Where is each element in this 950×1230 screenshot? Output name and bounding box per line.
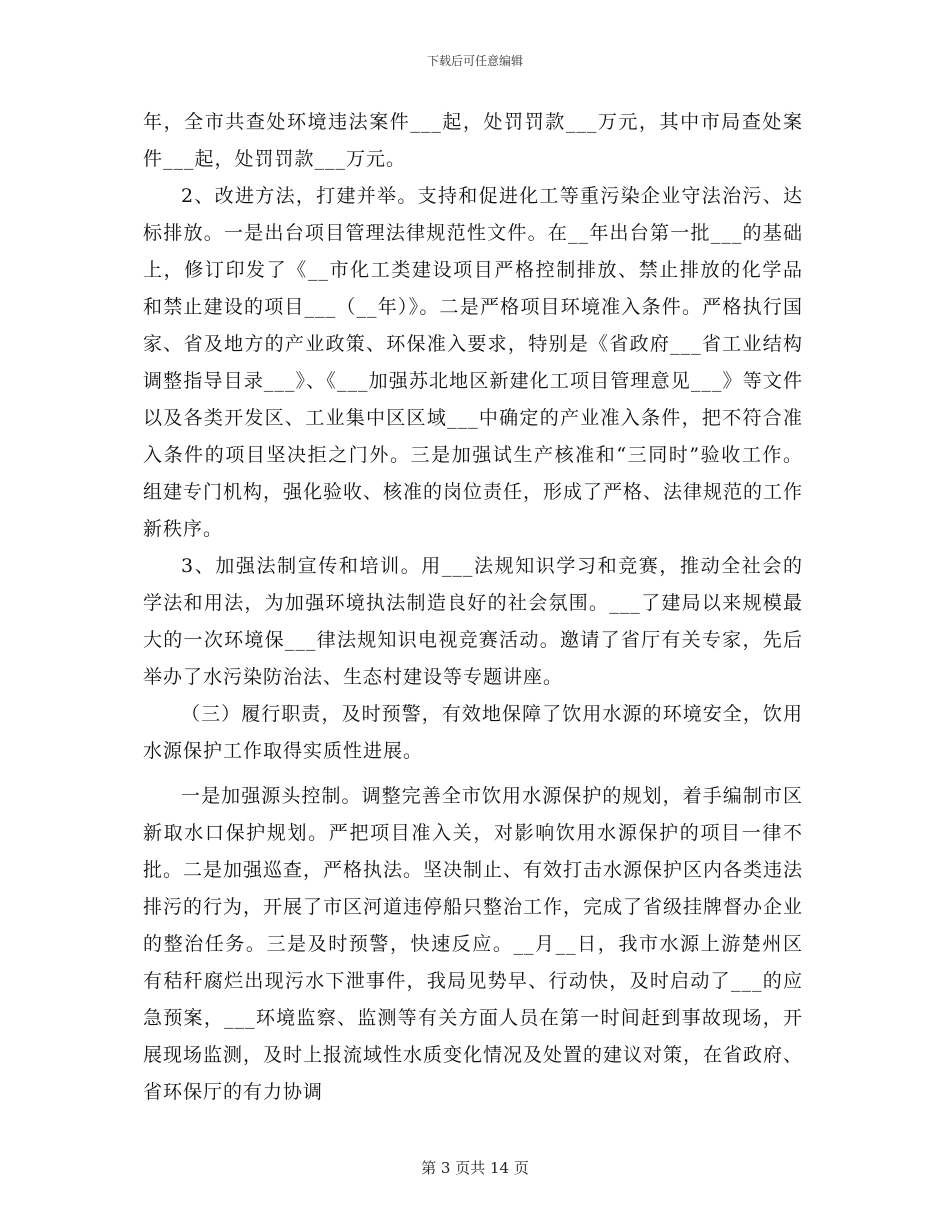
paragraph-improve-methods: 2、改进方法，打建并举。支持和促进化工等重污染企业守法治污、达标排放。一是出台项目管理法律规范性文件。在__年出台第一批___的基础上，修订印发了《__市化工类建设项目严格控制排放、禁止排放的化学品和禁止建设的项目___（__年）》。二是严格项目环境准入条件。严格执行国家、省及地方的产业政策、环保准入要求，特别是《省政府___省工业结构调整指导目录___》、《___加强苏北地区新建化工项目管理意见___》等文件以及各类开发区、工业集中区区域___中确定的产业准入条件，把不符合准入条件的项目坚决拒之门外。三是加强试生产核准和“三同时”验收工作。组建专门机构，强化验收、核准的岗位责任，形成了严格、法律规范的工作新秩序。 — [143, 185, 804, 540]
page-footer: 第 3 页共 14 页 — [421, 1159, 529, 1177]
section-heading-water-source: （三）履行职责，及时预警，有效地保障了饮用水源的环境安全，饮用水源保护工作取得实质性进展。 — [143, 703, 803, 762]
paragraph-legal-training: 3、加强法制宣传和培训。用___法规知识学习和竞赛，推动全社会的学法和用法，为加强环境执法制造良好的社会氛围。___了建局以来规模最大的一次环境保___律法规知识电视竞赛活动。邀请了省厅有关专家，先后举办了水污染防治法、生态村建设等专题讲座。 — [143, 555, 803, 688]
document-body — [143, 104, 803, 1111]
paragraph-source-control: 一是加强源头控制。调整完善全市饮用水源保护的规划，着手编制市区新取水口保护规划。严把项目准入关，对影响饮用水源保护的项目一律不批。二是加强巡查，严格执法。坚决制止、有效打击水源保护区内各类违法排污的行为，开展了市区河道违停船只整治工作，完成了省级挂牌督办企业的整治任务。三是及时预警，快速反应。__月__日，我市水源上游楚州区有秸秆腐烂出现污水下泄事件，我局见势早、行动快，及时启动了___的应急预案，___环境监察、监测等有关方面人员在第一时间赶到事故现场，开展现场监测，及时上报流域性水质变化情况及处置的建议对策，在省政府、省环保厅的有力协调 — [143, 785, 804, 1103]
paragraph-continuation: 年，全市共查处环境违法案件___起，处罚罚款___万元，其中市局查处案件___起，处罚罚款___万元。 — [143, 111, 803, 170]
page-header: 下载后可任意编辑 — [426, 54, 523, 68]
